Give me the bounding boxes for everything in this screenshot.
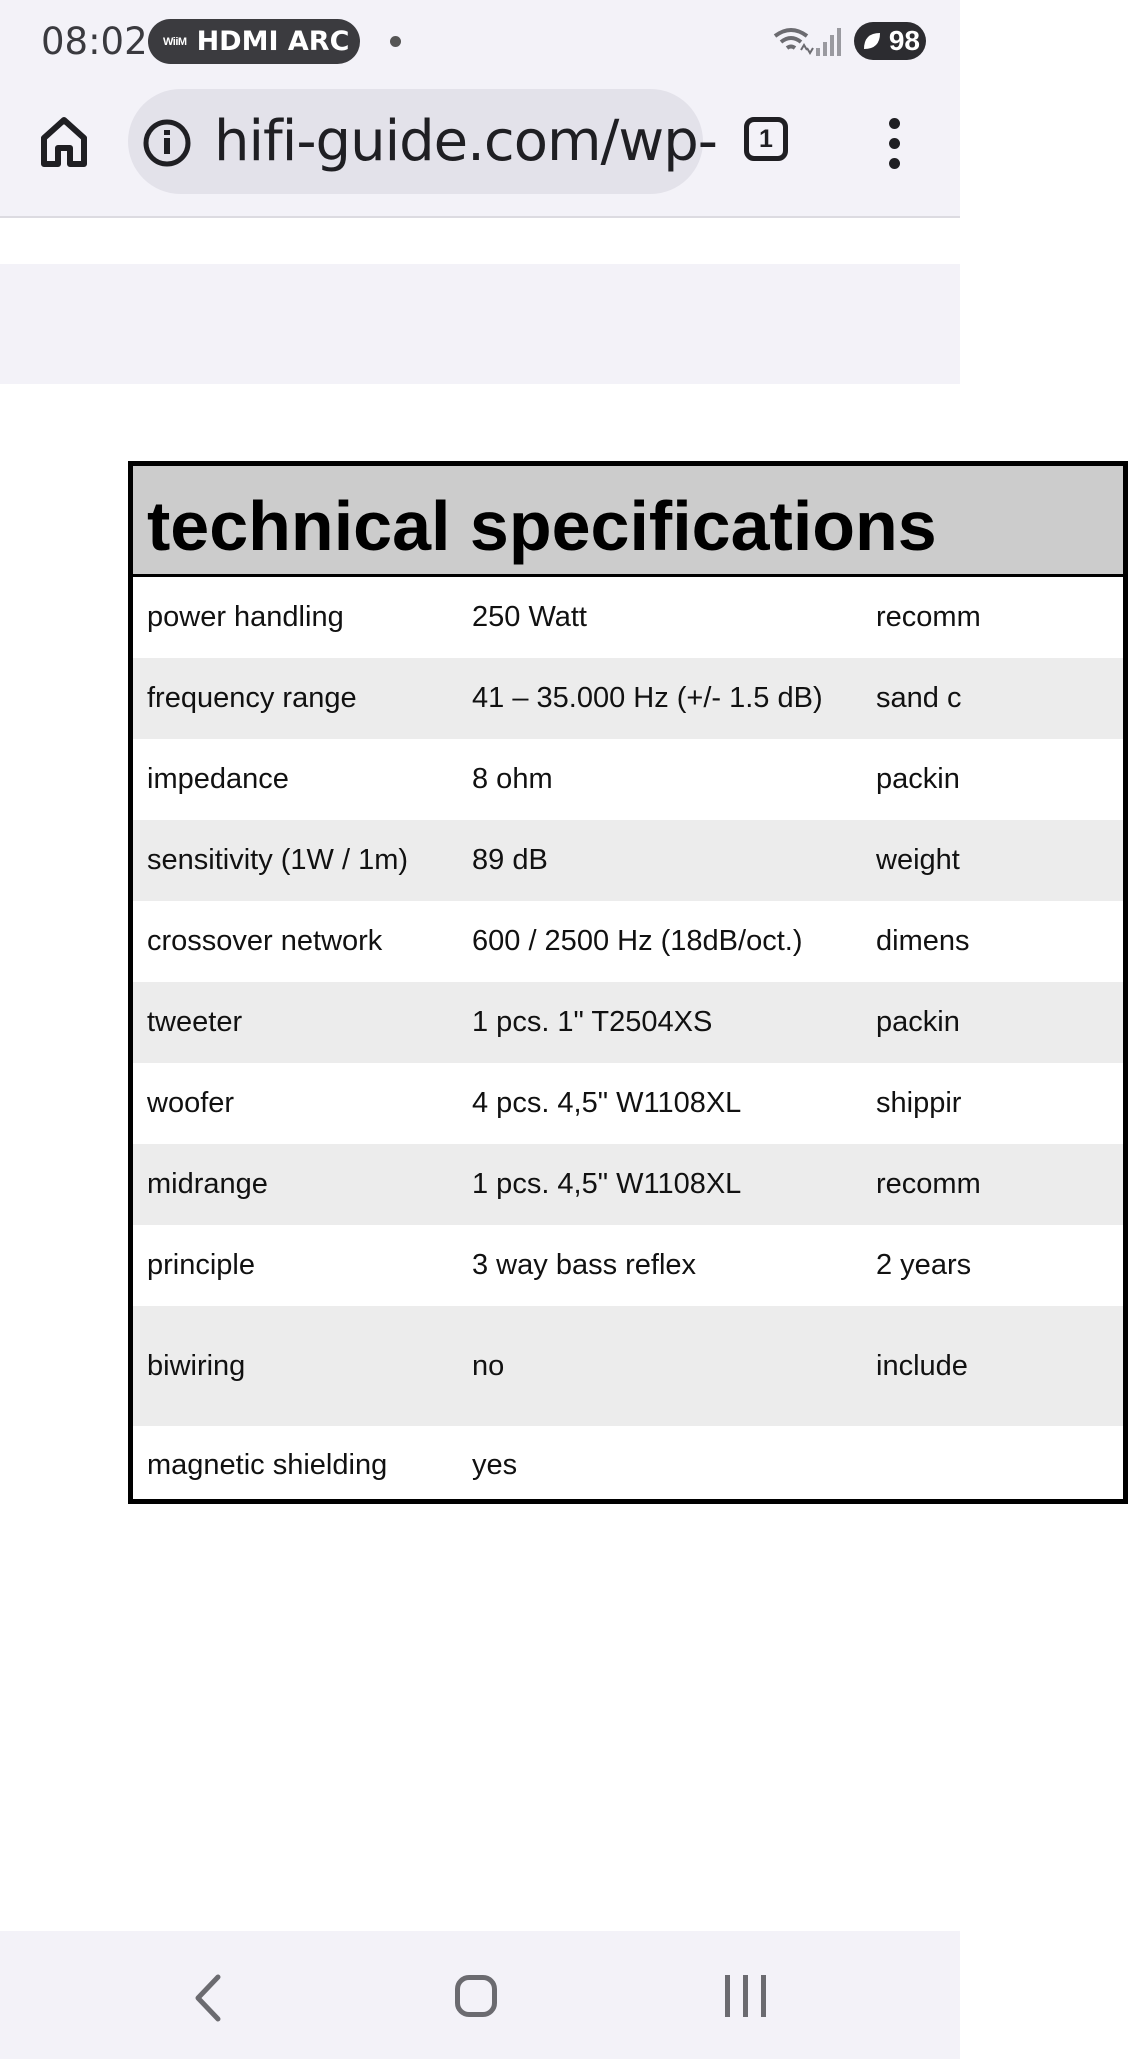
- spec-extra: recomm: [876, 1168, 981, 1200]
- spec-value: yes: [472, 1448, 518, 1481]
- home-nav-icon[interactable]: [455, 1975, 497, 2017]
- spec-value: 1 pcs. 1" T2504XS: [472, 1006, 713, 1038]
- battery-level: 98: [888, 25, 920, 56]
- spec-label: midrange: [147, 1168, 268, 1200]
- recent-apps-icon[interactable]: [725, 1975, 767, 2017]
- spec-value: 250 Watt: [472, 601, 587, 633]
- battery-indicator: [854, 22, 926, 60]
- ad-placeholder-band: [0, 264, 960, 384]
- spec-label: principle: [147, 1249, 255, 1281]
- spec-label: impedance: [147, 763, 289, 795]
- spec-value: 1 pcs. 4,5" W1108XL: [472, 1168, 742, 1200]
- table-row: [133, 820, 1123, 901]
- spec-label: biwiring: [147, 1349, 246, 1382]
- spec-value: 41 – 35.000 Hz (+/- 1.5 dB): [472, 682, 823, 714]
- spec-label: magnetic shielding: [147, 1448, 388, 1481]
- spec-table: [128, 461, 1128, 1504]
- browser-toolbar: [0, 84, 960, 218]
- status-bar: [0, 0, 960, 84]
- spec-value: 3 way bass reflex: [472, 1249, 697, 1281]
- spec-value: no: [472, 1349, 505, 1382]
- spec-value: 4 pcs. 4,5" W1108XL: [472, 1087, 742, 1119]
- spec-label: crossover network: [147, 925, 383, 957]
- hdmi-brand-logo: WiiM: [163, 35, 187, 48]
- spec-extra: packin: [876, 1006, 960, 1038]
- table-row: [133, 1426, 1123, 1504]
- home-icon[interactable]: [38, 114, 90, 170]
- spec-label: tweeter: [147, 1006, 243, 1038]
- spec-extra: sand c: [876, 682, 962, 714]
- spec-extra: include: [876, 1349, 968, 1382]
- spec-extra: 2 years: [876, 1249, 972, 1281]
- table-row: [133, 577, 1123, 658]
- spec-label: frequency range: [147, 682, 357, 714]
- notification-dot-icon: [390, 36, 401, 47]
- hdmi-label: HDMI ARC: [196, 26, 350, 57]
- battery-saver-leaf-icon: [862, 31, 882, 51]
- signal-icon: [816, 26, 844, 56]
- spec-value: 89 dB: [472, 844, 548, 876]
- table-row: [133, 658, 1123, 739]
- clock: 08:02: [41, 20, 148, 63]
- wifi-icon: [773, 24, 813, 58]
- table-row: [133, 982, 1123, 1063]
- hdmi-arc-indicator[interactable]: [148, 19, 360, 64]
- spec-label: power handling: [147, 601, 344, 633]
- table-row: [133, 1063, 1123, 1144]
- table-row: [133, 901, 1123, 982]
- spec-label: sensitivity (1W / 1m): [147, 844, 409, 876]
- spec-value: 8 ohm: [472, 763, 553, 795]
- spec-table-title: technical specifications: [147, 487, 937, 565]
- overflow-menu-icon[interactable]: [880, 118, 910, 168]
- tab-switcher-button[interactable]: 1: [744, 117, 788, 161]
- address-bar[interactable]: [128, 89, 717, 194]
- site-info-icon[interactable]: [142, 118, 192, 168]
- spec-extra: dimens: [876, 925, 970, 957]
- spec-extra: shippir: [876, 1087, 962, 1119]
- spec-extra: weight: [876, 844, 960, 876]
- spec-extra: recomm: [876, 601, 981, 633]
- spec-label: woofer: [147, 1087, 235, 1119]
- spec-value: 600 / 2500 Hz (18dB/oct.): [472, 925, 803, 957]
- spec-extra: packin: [876, 763, 960, 795]
- back-icon[interactable]: [190, 1973, 226, 2023]
- table-row: [133, 1225, 1123, 1306]
- table-row: [133, 1306, 1123, 1426]
- table-row: [133, 1144, 1123, 1225]
- table-row: [133, 739, 1123, 820]
- url-text: hifi-guide.com/wp-: [214, 109, 717, 174]
- spec-table-header: [133, 466, 1123, 577]
- system-nav-bar: [0, 1931, 960, 2059]
